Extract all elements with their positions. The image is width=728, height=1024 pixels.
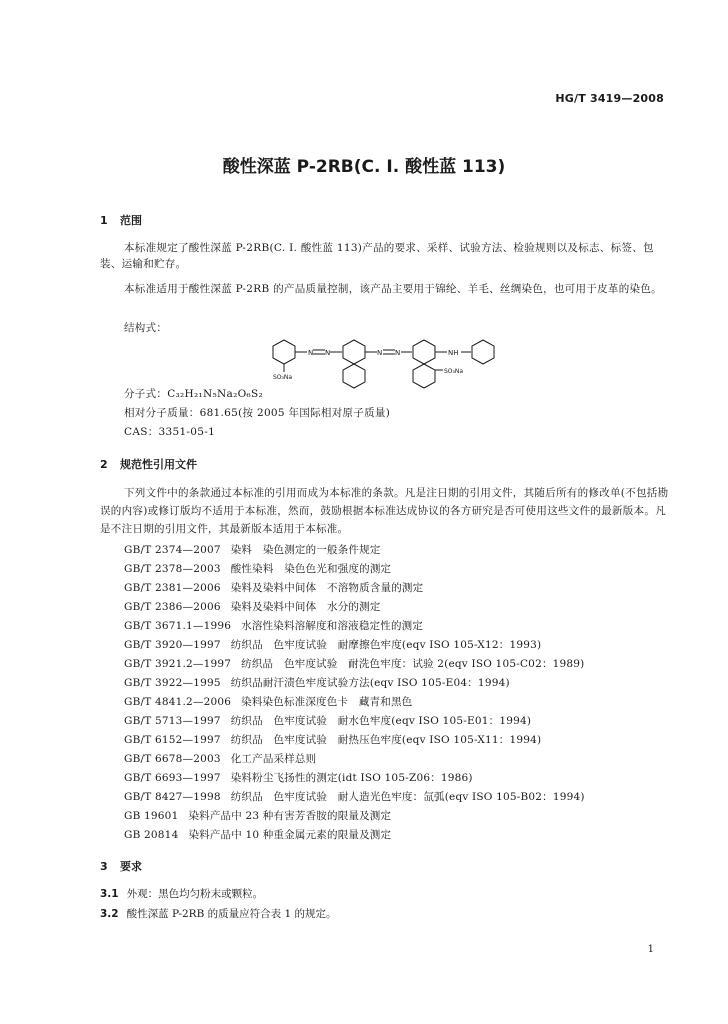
reference-title: 纺织品 色牢度试验 耐热压色牢度(eqv ISO 105-X11：1994): [230, 734, 542, 746]
clause-number: 3.2: [100, 908, 119, 920]
reference-item: [124, 808, 391, 823]
clause-3-1: [100, 886, 263, 901]
reference-code: GB 19601: [124, 810, 179, 822]
reference-item: [124, 637, 541, 652]
naphthalene-ring: [343, 364, 365, 388]
molecular-formula: 分子式：C₃₂H₂₁N₅Na₂O₆S₂: [124, 388, 264, 400]
clause-number: 3.1: [100, 888, 119, 900]
section-number: 3: [100, 860, 108, 873]
reference-code: GB/T 2381—2006: [124, 582, 221, 594]
reference-title: 化工产品采样总则: [230, 753, 317, 765]
references-intro: 下列文件中的条款通过本标准的引用而成为本标准的条款。凡是注日期的引用文件，其随后所有的修改单(不包括勘误的内容)或修订版均不适用于本标准，然而，鼓励根据本标准达成协议的各方研究是否可使用这些文件的最新版本。凡是不注日期的引用文件，其最新版本适用于本标准。: [100, 487, 669, 535]
cas-number: CAS：3351-05-1: [124, 426, 216, 438]
scope-paragraph-1: 本标准规定了酸性深蓝 P-2RB(C. I. 酸性蓝 113)产品的要求、采样、试验方法、检验规则以及标志、标签、包装、运输和贮存。: [100, 242, 654, 270]
standard-code: HG/T 3419—2008: [555, 92, 664, 105]
section-3-heading: [100, 858, 142, 874]
scope-paragraph-2: 本标准适用于酸性深蓝 P-2RB 的产品质量控制，该产品主要用于锦纶、羊毛、丝绸染色，也可用于皮革的染色。: [124, 283, 662, 295]
reference-title: 纺织品 色牢度试验 耐摩擦色牢度(eqv ISO 105-X12：1993): [230, 639, 542, 651]
benzene-ring: [273, 340, 295, 364]
naphthalene-ring: [413, 340, 435, 364]
benzene-ring: [472, 340, 494, 364]
clause-3-2: [100, 906, 336, 921]
n-atom-label: N: [395, 349, 401, 357]
section-number: 2: [100, 458, 108, 471]
reference-code: GB/T 6693—1997: [124, 772, 221, 784]
reference-item: [124, 561, 391, 576]
section-number: 1: [100, 214, 108, 227]
clause-text: 酸性深蓝 P-2RB 的质量应符合表 1 的规定。: [126, 908, 337, 920]
reference-code: GB/T 6678—2003: [124, 753, 221, 765]
reference-item: [124, 827, 391, 842]
reference-item: [124, 675, 510, 690]
reference-item: [124, 789, 585, 804]
reference-code: GB/T 3922—1995: [124, 677, 221, 689]
reference-code: GB/T 2374—2007: [124, 544, 221, 556]
reference-code: GB/T 8427—1998: [124, 791, 221, 803]
n-atom-label: N: [325, 349, 331, 357]
sulfonate-label: SO₃Na: [444, 368, 464, 375]
naphthalene-ring: [413, 364, 435, 388]
reference-item: [124, 580, 423, 595]
reference-title: 酸性染料 染色色光和强度的测定: [230, 563, 392, 575]
reference-title: 纺织品 色牢度试验 耐水色牢度(eqv ISO 105-E01：1994): [230, 715, 532, 727]
reference-code: GB 20814: [124, 829, 179, 841]
reference-item: [124, 618, 423, 633]
reference-code: GB/T 3671.1—1996: [124, 620, 232, 632]
reference-item: [124, 656, 584, 671]
section-2-heading: [100, 456, 197, 472]
page-number: 1: [647, 944, 654, 955]
nh-group-label: NH: [448, 349, 459, 357]
reference-code: GB/T 4841.2—2006: [124, 696, 232, 708]
section-title: 要求: [120, 860, 142, 873]
section-title: 规范性引用文件: [120, 458, 197, 471]
section-title: 范围: [120, 214, 142, 227]
clause-text: 外观：黑色均匀粉末或颗粒。: [126, 888, 264, 900]
reference-title: 纺织品耐汗渍色牢度试验方法(eqv ISO 105-E04：1994): [230, 677, 510, 689]
structure-label: 结构式：: [124, 322, 168, 334]
reference-item: [124, 542, 381, 557]
reference-item: [124, 751, 316, 766]
reference-code: GB/T 5713—1997: [124, 715, 221, 727]
structural-formula: [255, 334, 525, 394]
reference-title: 水溶性染料溶解度和溶液稳定性的测定: [241, 620, 424, 632]
naphthalene-ring: [343, 340, 365, 364]
reference-title: 纺织品 色牢度试验 耐洗色牢度：试验 2(eqv ISO 105-C02：1989): [241, 658, 585, 670]
reference-title: 染料及染料中间体 水分的测定: [230, 601, 381, 613]
reference-code: GB/T 2386—2006: [124, 601, 221, 613]
reference-code: GB/T 2378—2003: [124, 563, 221, 575]
reference-code: GB/T 3920—1997: [124, 639, 221, 651]
reference-title: 染料及染料中间体 不溶物质含量的测定: [230, 582, 424, 594]
reference-item: [124, 713, 531, 728]
molecular-mass: 相对分子质量：681.65(按 2005 年国际相对原子质量): [124, 407, 391, 419]
reference-title: 染料粉尘飞扬性的测定(idt ISO 105-Z06：1986): [230, 772, 473, 784]
reference-code: GB/T 3921.2—1997: [124, 658, 232, 670]
reference-title: 染料产品中 10 种重金属元素的限量及测定: [188, 829, 392, 841]
reference-title: 染料产品中 23 种有害芳香胺的限量及测定: [188, 810, 392, 822]
sulfonate-label: SO₃Na: [273, 374, 293, 381]
reference-item: [124, 732, 541, 747]
reference-item: [124, 770, 473, 785]
reference-item: [124, 694, 412, 709]
reference-title: 染料 染色测定的一般条件规定: [230, 544, 381, 556]
reference-item: [124, 599, 381, 614]
reference-title: 纺织品 色牢度试验 耐人造光色牢度：氙弧(eqv ISO 105-B02：1994): [230, 791, 585, 803]
section-1-heading: [100, 212, 142, 228]
document-title: 酸性深蓝 P-2RB(C. I. 酸性蓝 113): [222, 157, 506, 177]
reference-code: GB/T 6152—1997: [124, 734, 221, 746]
n-atom-label: N: [308, 349, 314, 357]
reference-title: 染料染色标准深度色卡 藏青和黑色: [241, 696, 413, 708]
n-atom-label: N: [377, 349, 383, 357]
